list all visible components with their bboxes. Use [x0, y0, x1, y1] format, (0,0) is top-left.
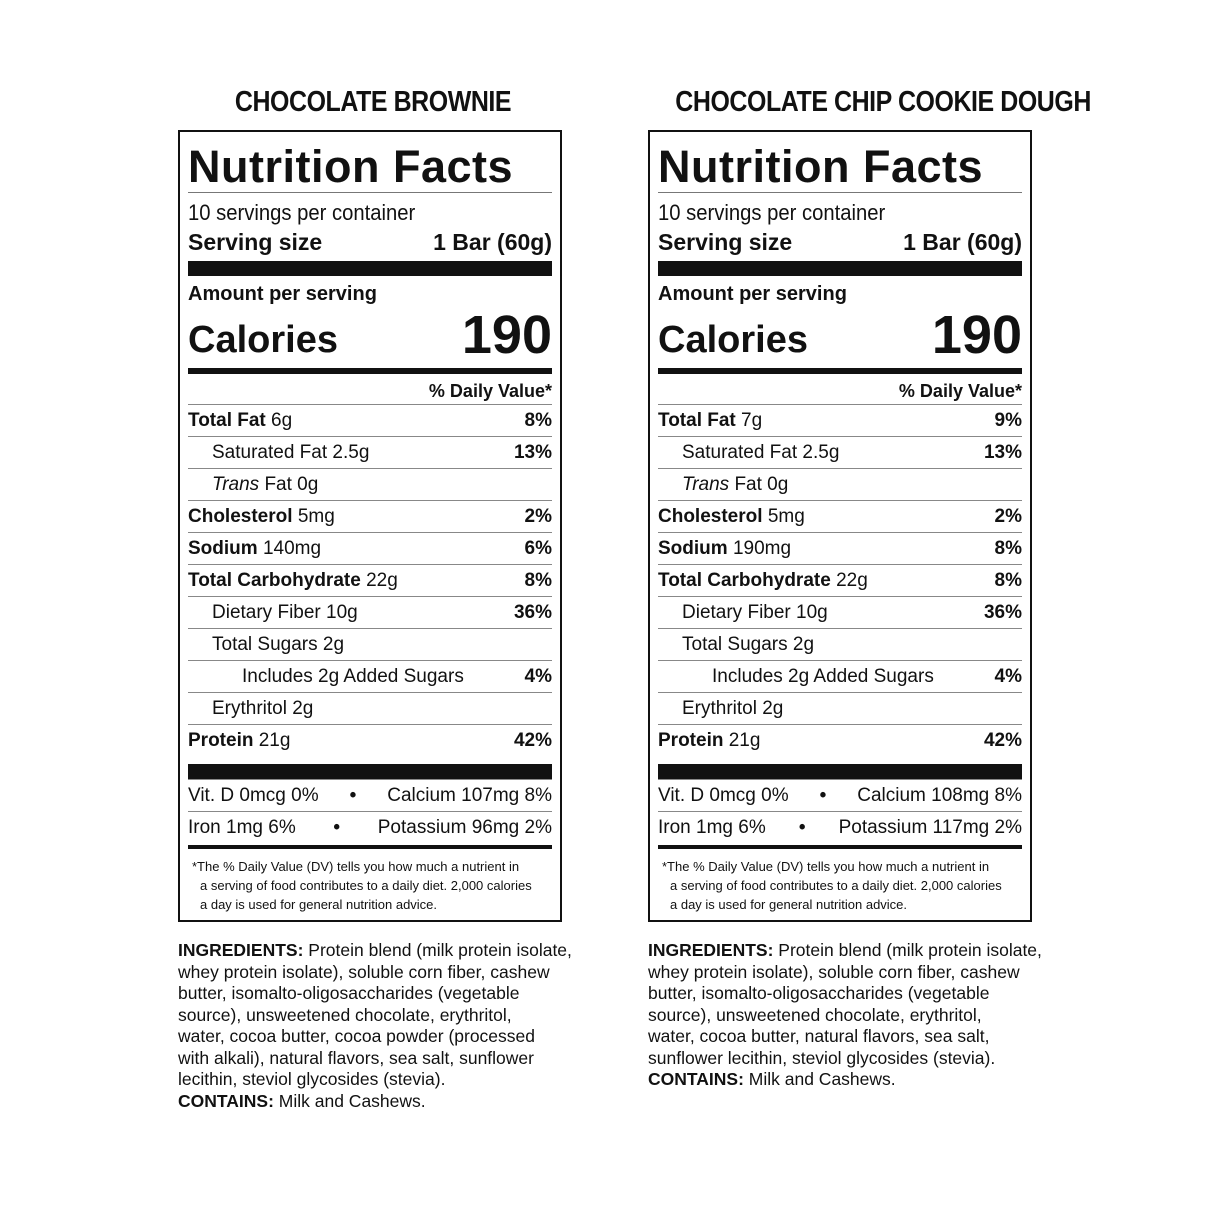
- serving-size-value: 1 Bar (60g): [433, 229, 552, 255]
- nutrient-row-cholesterol: Cholesterol 5mg 2%: [658, 500, 1022, 532]
- nutrient-row-protein: Protein 21g 42%: [188, 724, 552, 756]
- contains-line: CONTAINS: Milk and Cashews.: [178, 1090, 426, 1111]
- nutrient-row-dietary-fiber: Dietary Fiber 10g 36%: [188, 596, 552, 628]
- nutrient-row-dietary-fiber: Dietary Fiber 10g 36%: [658, 596, 1022, 628]
- nutrient-row-added-sugars: Includes 2g Added Sugars 4%: [188, 660, 552, 692]
- nutrition-facts-label: [648, 130, 1032, 922]
- nutrient-row-total-sugars: Total Sugars 2g: [188, 628, 552, 660]
- vitamin-row: Vit. D 0mcg 0% • Calcium 108mg 8%: [658, 779, 1022, 811]
- servings-per-container: 10 servings per container: [658, 200, 886, 225]
- nutrient-row-trans-fat: Trans Fat 0g: [658, 468, 1022, 500]
- nutrient-row-cholesterol: Cholesterol 5mg 2%: [188, 500, 552, 532]
- vitamin-row: Iron 1mg 6% • Potassium 117mg 2%: [658, 811, 1022, 843]
- nutrient-row-sodium: Sodium 190mg 8%: [658, 532, 1022, 564]
- nutrient-row-protein: Protein 21g 42%: [658, 724, 1022, 756]
- footnote-divider: [188, 845, 552, 849]
- thick-divider: [658, 261, 1022, 276]
- nutrition-facts-title: Nutrition Facts: [188, 141, 514, 192]
- serving-size-label: Serving size: [658, 229, 793, 255]
- medium-divider: [658, 368, 1022, 374]
- nutrient-row-sodium: Sodium 140mg 6%: [188, 532, 552, 564]
- calories-value: 190: [931, 305, 1022, 365]
- nutrient-row-erythritol: Erythritol 2g: [188, 692, 552, 724]
- nutrient-row-total-fat: Total Fat 7g 9%: [658, 404, 1022, 436]
- daily-value-footnote: *The % Daily Value (DV) tells you how much a nutrient in a serving of food contributes to a daily diet. 2,000 calories a day is used for general nutrition advice.: [192, 859, 532, 912]
- contains-label: CONTAINS:: [648, 1069, 744, 1089]
- calories-row: [188, 305, 552, 365]
- serving-size-value: 1 Bar (60g): [903, 229, 1022, 255]
- vitamin-row: Iron 1mg 6% • Potassium 96mg 2%: [188, 811, 552, 843]
- amount-per-serving: Amount per serving: [658, 283, 847, 305]
- nutrient-row-saturated-fat: Saturated Fat 2.5g 13%: [188, 436, 552, 468]
- nutrient-row-added-sugars: Includes 2g Added Sugars 4%: [658, 660, 1022, 692]
- thick-divider: [188, 764, 552, 779]
- ingredients-block: INGREDIENTS: Protein blend (milk protein isolate, whey protein isolate), soluble corn fiber, cashew butter, isomalto-oligosaccharides (vegetable source), unsweetened chocolate, erythritol, water, cocoa butter, natural flavors, sea salt, sunflower lecithin, steviol glycosides (stevia). CONTAINS: Milk and Cashews.: [648, 940, 1048, 1091]
- ingredients-label: INGREDIENTS:: [648, 940, 774, 960]
- thick-divider: [188, 261, 552, 276]
- nutrient-row-erythritol: Erythritol 2g: [658, 692, 1022, 724]
- serving-size-label: Serving size: [188, 229, 323, 255]
- nutrient-row-trans-fat: Trans Fat 0g: [188, 468, 552, 500]
- servings-per-container: 10 servings per container: [188, 200, 416, 225]
- calories-label: Calories: [658, 319, 808, 361]
- nutrient-row-saturated-fat: Saturated Fat 2.5g 13%: [658, 436, 1022, 468]
- daily-value-footnote: *The % Daily Value (DV) tells you how much a nutrient in a serving of food contributes to a daily diet. 2,000 calories a day is used for general nutrition advice.: [662, 859, 1002, 912]
- nutrient-row-total-fat: Total Fat 6g 8%: [188, 404, 552, 436]
- nutrient-row-total-carbohydrate: Total Carbohydrate 22g 8%: [658, 564, 1022, 596]
- calories-row: [658, 305, 1022, 365]
- footnote-divider: [658, 845, 1022, 849]
- calories-value: 190: [461, 305, 552, 365]
- nutrient-row-total-sugars: Total Sugars 2g: [658, 628, 1022, 660]
- serving-size-row: [188, 227, 552, 257]
- flavor-title: CHOCOLATE CHIP COOKIE DOUGH: [675, 86, 1091, 118]
- contains-label: CONTAINS:: [178, 1090, 274, 1111]
- flavor-title: CHOCOLATE BROWNIE: [234, 86, 512, 118]
- contains-line: CONTAINS: Milk and Cashews.: [648, 1069, 896, 1089]
- nutrition-facts-title: Nutrition Facts: [658, 141, 984, 192]
- thick-divider: [658, 764, 1022, 779]
- daily-value-header: % Daily Value*: [898, 381, 1022, 401]
- nutrition-facts-label: [178, 130, 562, 922]
- ingredients-block: INGREDIENTS: Protein blend (milk protein isolate, whey protein isolate), soluble corn fiber, cashew butter, isomalto-oligosaccharides (vegetable source), unsweetened chocolate, erythritol, water, cocoa butter, cocoa powder (processed with alkali), natural flavors, sea salt, sunflower lecithin, steviol glycosides (stevia). CONTAINS: Milk and Cashews.: [178, 940, 578, 1112]
- daily-value-header: % Daily Value*: [428, 381, 552, 401]
- vitamin-row: Vit. D 0mcg 0% • Calcium 107mg 8%: [188, 779, 552, 811]
- calories-label: Calories: [188, 319, 338, 361]
- amount-per-serving: Amount per serving: [188, 283, 377, 305]
- ingredients-label: INGREDIENTS:: [178, 940, 304, 960]
- nutrient-row-total-carbohydrate: Total Carbohydrate 22g 8%: [188, 564, 552, 596]
- serving-size-row: [658, 227, 1022, 257]
- medium-divider: [188, 368, 552, 374]
